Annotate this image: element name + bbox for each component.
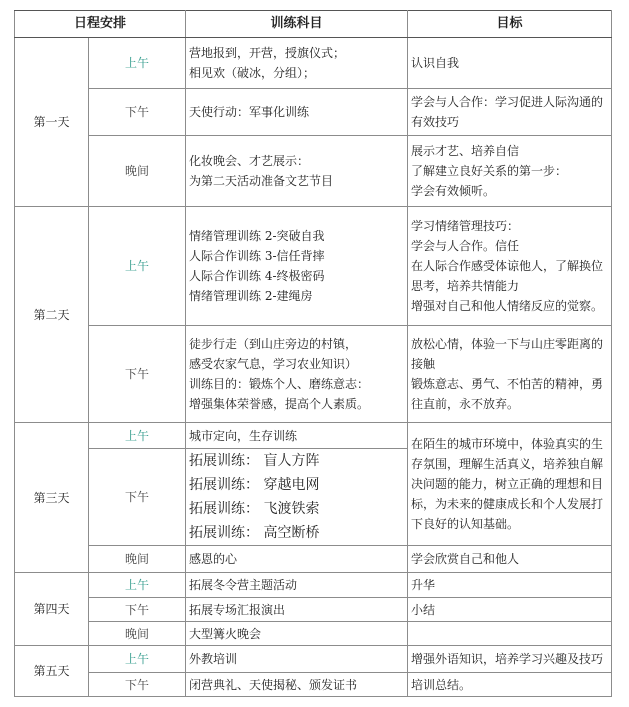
table-row	[15, 136, 612, 207]
subject-cell	[186, 423, 408, 449]
goal-cell	[408, 38, 612, 89]
header-goal: 目标	[408, 11, 612, 38]
cell-line: 在陌生的城市环境中，体验真实的生	[411, 437, 604, 451]
time-slot: 下午	[89, 449, 186, 546]
cell-line: 拓展冬令营主题活动	[189, 578, 298, 592]
cell-line: 大型篝火晚会	[189, 626, 262, 641]
cell-line: 标，为未来的健康成长和个人发展打	[411, 497, 604, 511]
cell-line: 增强集体荣誉感，提高个人素质。	[189, 397, 370, 411]
cell-line: 徒步行走（到山庄旁边的村镇，	[189, 337, 358, 351]
table-row	[15, 622, 612, 646]
subject-cell	[186, 598, 408, 622]
time-slot: 上午	[89, 207, 186, 326]
cell-line: 人际合作训练 4-终极密码	[189, 269, 325, 283]
time-slot: 上午	[89, 423, 186, 449]
cell-line: 相见欢（破冰，分组）；	[189, 66, 316, 80]
goal-cell	[408, 207, 612, 326]
table-row	[15, 646, 612, 673]
table-row	[15, 573, 612, 598]
cell-line: 展示才艺、培养自信	[411, 144, 520, 158]
goal-cell	[408, 573, 612, 598]
subject-cell	[186, 207, 408, 326]
subject-cell	[186, 38, 408, 89]
cell-line: 天使行动：军事化训练	[189, 105, 310, 119]
cell-line: 拓展训练： 穿越电网	[189, 477, 320, 493]
cell-line: 拓展训练： 盲人方阵	[189, 453, 320, 469]
cell-line: 学会与人合作：学习促进人际沟通的	[411, 95, 604, 109]
cell-line: 训练目的：锻炼个人、磨练意志：	[189, 377, 370, 391]
subject-cell	[186, 449, 408, 546]
day-label: 第一天	[15, 38, 89, 207]
goal-cell	[408, 89, 612, 136]
day-label: 第五天	[15, 646, 89, 697]
cell-line: 学会与人合作。信任	[411, 239, 520, 253]
cell-line: 拓展训练： 飞渡铁索	[189, 501, 320, 517]
cell-line: 在人际合作感受体谅他人，了解换位	[411, 259, 604, 273]
cell-line: 外教培训	[189, 652, 238, 666]
cell-line: 增强外语知识，培养学习兴趣及技巧	[411, 652, 604, 666]
cell-line: 培训总结。	[411, 677, 472, 692]
cell-line: 小结	[411, 602, 436, 617]
subject-cell	[186, 673, 408, 697]
goal-cell	[408, 136, 612, 207]
time-slot: 上午	[89, 38, 186, 89]
cell-line: 城市定向，生存训练	[189, 428, 298, 443]
subject-cell	[186, 326, 408, 423]
goal-cell	[408, 673, 612, 697]
day-label: 第四天	[15, 573, 89, 646]
cell-line: 增强对自己和他人情绪反应的觉察。	[411, 299, 604, 313]
cell-line: 学会欣赏自己和他人	[411, 552, 520, 566]
cell-line: 放松心情，体验一下与山庄零距离的	[411, 337, 604, 351]
header-subject: 训练科目	[186, 11, 408, 38]
cell-line: 情绪管理训练 2-突破自我	[189, 229, 325, 243]
table-row	[15, 598, 612, 622]
cell-line: 了解建立良好关系的第一步：	[411, 164, 568, 178]
subject-cell	[186, 622, 408, 646]
time-slot: 上午	[89, 646, 186, 673]
day-label: 第三天	[15, 423, 89, 573]
goal-cell	[408, 326, 612, 423]
cell-line: 拓展专场汇报演出	[189, 602, 286, 617]
cell-line: 情绪管理训练 2-建绳房	[189, 289, 313, 303]
subject-cell	[186, 573, 408, 598]
cell-line: 拓展训练： 高空断桥	[189, 525, 320, 541]
schedule-table	[14, 10, 612, 697]
subject-cell	[186, 89, 408, 136]
cell-line: 人际合作训练 3-信任背摔	[189, 249, 325, 263]
goal-cell	[408, 598, 612, 622]
time-slot: 下午	[89, 673, 186, 697]
cell-line: 闭营典礼、天使揭秘、颁发证书	[189, 677, 358, 692]
table-row	[15, 423, 612, 449]
time-slot: 下午	[89, 598, 186, 622]
cell-line: 往直前，永不放弃。	[411, 397, 520, 411]
table-row	[15, 38, 612, 89]
time-slot: 晚间	[89, 622, 186, 646]
header-row	[15, 11, 612, 38]
cell-line: 接触	[411, 357, 436, 371]
goal-cell	[408, 546, 612, 573]
goal-cell	[408, 646, 612, 673]
table-row	[15, 326, 612, 423]
cell-line: 升华	[411, 578, 436, 592]
cell-line: 为第二天活动准备文艺节目	[189, 174, 334, 188]
time-slot: 下午	[89, 326, 186, 423]
table-row	[15, 207, 612, 326]
cell-line: 感受农家气息，学习农业知识）	[189, 357, 358, 371]
cell-line: 有效技巧	[411, 115, 460, 129]
goal-cell	[408, 423, 612, 546]
cell-line: 思考，培养共情能力	[411, 279, 520, 293]
cell-line: 感恩的心	[189, 552, 238, 566]
cell-line: 认识自我	[411, 56, 460, 70]
time-slot: 晚间	[89, 136, 186, 207]
cell-line: 下良好的认知基础。	[411, 517, 520, 531]
cell-line: 化妆晚会、才艺展示：	[189, 154, 310, 168]
table-row	[15, 673, 612, 697]
table-row	[15, 546, 612, 573]
cell-line: 存氛围，理解生活真义，培养独自解	[411, 457, 604, 471]
subject-cell	[186, 646, 408, 673]
header-schedule: 日程安排	[15, 11, 186, 38]
cell-line: 营地报到，开营，授旗仪式；	[189, 46, 346, 60]
subject-cell	[186, 136, 408, 207]
table-row	[15, 89, 612, 136]
time-slot: 上午	[89, 573, 186, 598]
day-label: 第二天	[15, 207, 89, 423]
time-slot: 晚间	[89, 546, 186, 573]
cell-line: 学习情绪管理技巧：	[411, 219, 520, 233]
time-slot: 下午	[89, 89, 186, 136]
cell-line: 锻炼意志、勇气、不怕苦的精神，勇	[411, 377, 604, 391]
subject-cell	[186, 546, 408, 573]
cell-line: 决问题的能力，树立正确的理想和目	[411, 477, 604, 491]
goal-cell	[408, 622, 612, 646]
cell-line: 学会有效倾听。	[411, 184, 496, 198]
